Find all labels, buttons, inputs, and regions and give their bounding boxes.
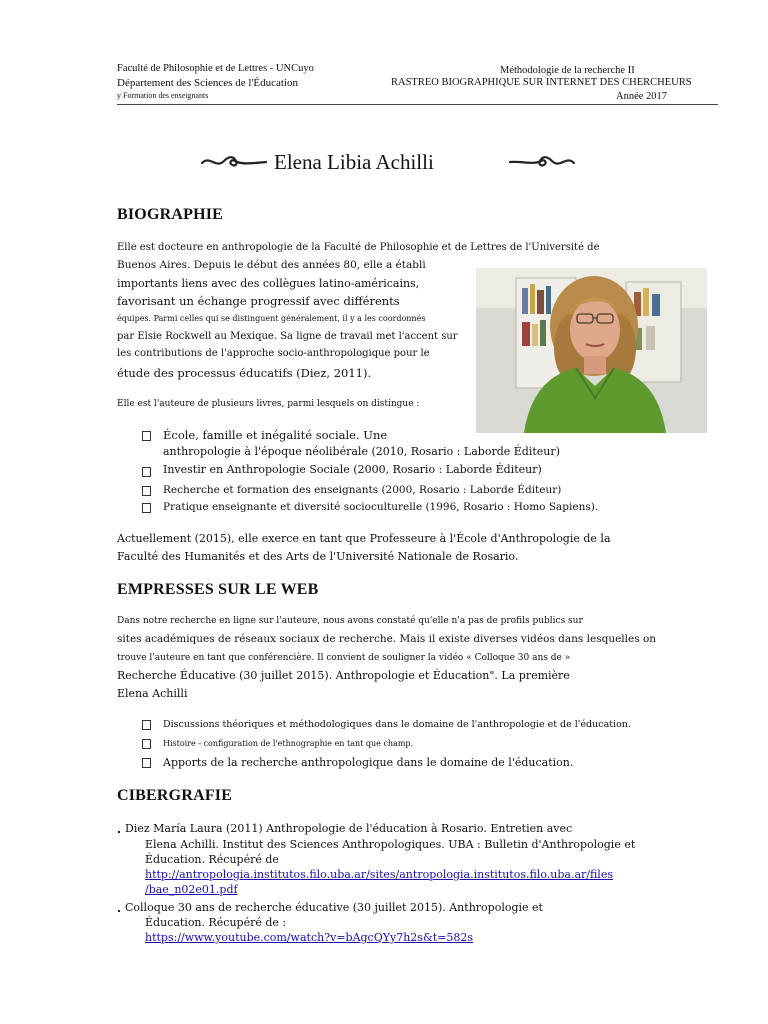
empresses-line-2: sites académiques de réseaux sociaux de recherche. Mais il existe diverses vidéos dans lesquelles on xyxy=(117,633,657,645)
bullet-box-icon xyxy=(142,739,151,749)
cibergrafie-heading: CIBERGRAFIE xyxy=(117,787,233,804)
book-item-2: Investir en Anthropologie Sociale (2000, Rosario : Laborde Éditeur) xyxy=(163,463,542,476)
ref1-link-part1[interactable]: http://antropologia.institutos.filo.uba.ar/sites/antropologia.institutos.filo.uba.ar/files xyxy=(145,868,613,881)
header-course: Méthodologie de la recherche II xyxy=(500,65,635,76)
book-item-4: Pratique enseignante et diversité socioculturelle (1996, Rosario : Homo Sapiens). xyxy=(163,501,599,513)
bio-line-6: par Elsie Rockwell au Mexique. Sa ligne de travail met l'accent sur xyxy=(117,331,458,342)
bullet-box-icon xyxy=(142,467,151,477)
empresses-item-1: Discussions théoriques et méthodologiques dans le domaine de l'anthropologie et de l'éducation. xyxy=(163,719,631,730)
empresses-line-3: trouve l'auteure en tant que conférencière. Il convient de souligner la vidéo « Colloque 30 ans de » xyxy=(117,653,571,663)
current-line-1: Actuellement (2015), elle exerce en tant que Professeure à l'École d'Anthropologie de la xyxy=(117,532,611,545)
empresses-line-5: Elena Achilli xyxy=(117,687,188,700)
ref2-link[interactable]: https://www.youtube.com/watch?v=bAgcQYy7h2s&t=582s xyxy=(145,931,474,944)
bio-line-8: étude des processus éducatifs (Diez, 2011). xyxy=(117,366,372,380)
header-formation: y Formation des enseignants xyxy=(117,91,209,100)
current-line-2: Faculté des Humanités et des Arts de l'Université Nationale de Rosario. xyxy=(117,550,519,563)
bio-line-1: Elle est docteure en anthropologie de la Faculté de Philosophie et de Lettres de l'Université de xyxy=(117,242,600,253)
portrait-photo xyxy=(476,268,707,433)
empresses-item-3: Apports de la recherche anthropologique dans le domaine de l'éducation. xyxy=(163,756,574,769)
page-title: Elena Libia Achilli xyxy=(274,150,434,174)
header-divider xyxy=(117,104,718,105)
empresses-item-2: Histoire - configuration de l'ethnographie en tant que champ. xyxy=(163,739,414,748)
biographie-heading: BIOGRAPHIE xyxy=(117,206,224,223)
ref1-link-part2[interactable]: /bae_n02e01.pdf xyxy=(145,883,238,896)
reference-marker-icon xyxy=(118,831,120,833)
header-faculty: Faculté de Philosophie et de Lettres - UNCuyo xyxy=(117,63,314,74)
ref2-line-1: Colloque 30 ans de recherche éducative (30 juillet 2015). Anthropologie et xyxy=(125,901,543,914)
bio-line-4: favorisant un échange progressif avec différents xyxy=(117,294,400,308)
bio-line-3: importants liens avec des collègues latino-américains, xyxy=(117,277,420,290)
header-year: Année 2017 xyxy=(616,91,668,102)
bullet-box-icon xyxy=(142,720,151,730)
header-department: Département des Sciences de l'Éducation xyxy=(117,77,298,89)
empresses-heading: EMPRESSES SUR LE WEB xyxy=(117,581,319,598)
bio-line-5: équipes. Parmi celles qui se distinguent généralement, il y a les coordonnés xyxy=(117,314,426,323)
book-item-3: Recherche et formation des enseignants (2000, Rosario : Laborde Éditeur) xyxy=(163,484,562,496)
bullet-box-icon xyxy=(142,431,151,441)
books-intro: Elle est l'auteure de plusieurs livres, parmi lesquels on distingue : xyxy=(117,399,420,409)
bullet-box-icon xyxy=(142,758,151,768)
header-project: RASTREO BIOGRAPHIQUE SUR INTERNET DES CHERCHEURS xyxy=(391,77,692,88)
empresses-line-4: Recherche Éducative (30 juillet 2015). Anthropologie et Éducation". La première xyxy=(117,669,570,682)
ref2-line-2: Éducation. Récupéré de : xyxy=(145,916,287,929)
left-flourish-icon xyxy=(200,149,268,175)
right-flourish-icon xyxy=(508,149,576,175)
bullet-box-icon xyxy=(142,486,151,496)
book-item-1-line2: anthropologie à l'époque néolibérale (2010, Rosario : Laborde Éditeur) xyxy=(163,445,560,458)
reference-marker-icon xyxy=(118,910,120,912)
ref1-line-2: Elena Achilli. Institut des Sciences Anthropologiques. UBA : Bulletin d'Anthropologie et xyxy=(145,838,636,851)
ref1-line-3: Éducation. Récupéré de xyxy=(145,853,279,866)
book-item-1-line1: École, famille et inégalité sociale. Une xyxy=(163,428,388,442)
ref1-line-1: Diez María Laura (2011) Anthropologie de l'éducation à Rosario. Entretien avec xyxy=(125,822,573,835)
bio-line-2: Buenos Aires. Depuis le début des années 80, elle a établi xyxy=(117,259,426,271)
empresses-line-1: Dans notre recherche en ligne sur l'auteure, nous avons constaté qu'elle n'a pas de profils publics sur xyxy=(117,616,583,626)
bullet-box-icon xyxy=(142,503,151,513)
bio-line-7: les contributions de l'approche socio-anthropologique pour le xyxy=(117,348,430,359)
